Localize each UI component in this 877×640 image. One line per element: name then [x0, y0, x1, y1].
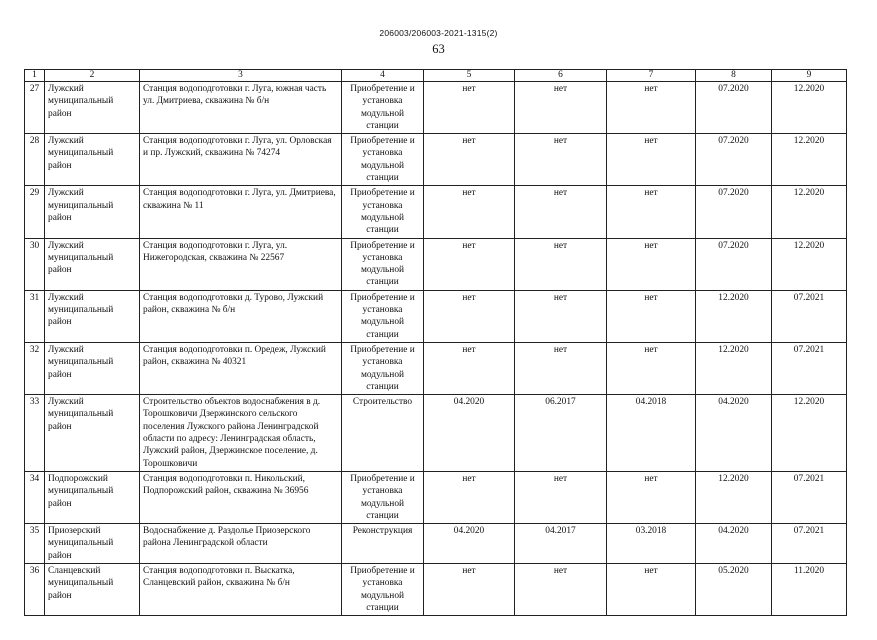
column-5-cell: нет: [424, 134, 515, 186]
row-number: 32: [25, 342, 45, 394]
column-6-cell: нет: [515, 186, 607, 238]
column-header-9: 9: [772, 70, 847, 82]
column-9-cell: 11.2020: [772, 563, 847, 615]
column-header-7: 7: [607, 70, 696, 82]
column-header-3: 3: [140, 70, 342, 82]
column-8-cell: 04.2020: [696, 524, 772, 564]
district-cell: Лужский муниципальный район: [45, 186, 140, 238]
column-7-cell: нет: [607, 471, 696, 523]
column-header-4: 4: [342, 70, 424, 82]
table-row: [25, 134, 847, 186]
column-8-cell: 05.2020: [696, 563, 772, 615]
column-8-cell: 07.2020: [696, 238, 772, 290]
column-5-cell: 04.2020: [424, 524, 515, 564]
column-7-cell: 04.2018: [607, 395, 696, 472]
object-cell: Строительство объектов водоснабжения в д. Торошковичи Дзержинского сельского поселения Лужского района Ленинградской области по адресу: Ленинградская область, Лужский район, Дзержинское поселение, д. Торошковичи: [140, 395, 342, 472]
column-9-cell: 07.2021: [772, 290, 847, 342]
column-9-cell: 07.2021: [772, 342, 847, 394]
table-header-row: [25, 70, 847, 82]
district-cell: Лужский муниципальный район: [45, 134, 140, 186]
column-7-cell: нет: [607, 82, 696, 134]
column-7-cell: нет: [607, 290, 696, 342]
column-9-cell: 07.2021: [772, 471, 847, 523]
row-number: 31: [25, 290, 45, 342]
column-6-cell: нет: [515, 82, 607, 134]
column-9-cell: 12.2020: [772, 82, 847, 134]
row-number: 29: [25, 186, 45, 238]
action-cell: Приобретение и установка модульной станции: [342, 471, 424, 523]
column-header-8: 8: [696, 70, 772, 82]
row-number: 28: [25, 134, 45, 186]
object-cell: Станция водоподготовки г. Луга, южная часть ул. Дмитриева, скважина № б/н: [140, 82, 342, 134]
column-8-cell: 12.2020: [696, 342, 772, 394]
column-6-cell: нет: [515, 563, 607, 615]
page-number: 63: [432, 42, 445, 56]
column-header-5: 5: [424, 70, 515, 82]
column-8-cell: 07.2020: [696, 134, 772, 186]
action-cell: Приобретение и установка модульной станции: [342, 238, 424, 290]
action-cell: Приобретение и установка модульной станции: [342, 134, 424, 186]
action-cell: Приобретение и установка модульной станции: [342, 342, 424, 394]
column-5-cell: нет: [424, 238, 515, 290]
column-9-cell: 12.2020: [772, 134, 847, 186]
column-8-cell: 07.2020: [696, 82, 772, 134]
row-number: 33: [25, 395, 45, 472]
column-8-cell: 04.2020: [696, 395, 772, 472]
column-6-cell: нет: [515, 342, 607, 394]
column-8-cell: 07.2020: [696, 186, 772, 238]
column-5-cell: нет: [424, 471, 515, 523]
row-number: 30: [25, 238, 45, 290]
column-7-cell: нет: [607, 186, 696, 238]
column-7-cell: нет: [607, 134, 696, 186]
district-cell: Приозерский муниципальный район: [45, 524, 140, 564]
action-cell: Приобретение и установка модульной станции: [342, 82, 424, 134]
object-cell: Станция водоподготовки п. Выскатка, Сланцевский район, скважина № б/н: [140, 563, 342, 615]
column-5-cell: нет: [424, 342, 515, 394]
column-6-cell: нет: [515, 134, 607, 186]
column-8-cell: 12.2020: [696, 290, 772, 342]
projects-table: [24, 69, 847, 616]
table-body: [25, 82, 847, 616]
table-row: [25, 82, 847, 134]
district-cell: Лужский муниципальный район: [45, 238, 140, 290]
district-cell: Лужский муниципальный район: [45, 82, 140, 134]
column-6-cell: нет: [515, 471, 607, 523]
column-9-cell: 12.2020: [772, 186, 847, 238]
column-7-cell: нет: [607, 342, 696, 394]
table-row: [25, 395, 847, 472]
column-6-cell: 04.2017: [515, 524, 607, 564]
action-cell: Строительство: [342, 395, 424, 472]
column-5-cell: 04.2020: [424, 395, 515, 472]
row-number: 35: [25, 524, 45, 564]
table-row: [25, 342, 847, 394]
row-number: 36: [25, 563, 45, 615]
district-cell: Лужский муниципальный район: [45, 342, 140, 394]
column-6-cell: нет: [515, 290, 607, 342]
row-number: 34: [25, 471, 45, 523]
object-cell: Водоснабжение д. Раздолье Приозерского района Ленинградской области: [140, 524, 342, 564]
column-8-cell: 12.2020: [696, 471, 772, 523]
column-header-6: 6: [515, 70, 607, 82]
column-6-cell: 06.2017: [515, 395, 607, 472]
object-cell: Станция водоподготовки г. Луга, ул. Орловская и пр. Лужский, скважина № 74274: [140, 134, 342, 186]
row-number: 27: [25, 82, 45, 134]
table-row: [25, 471, 847, 523]
table-row: [25, 290, 847, 342]
column-9-cell: 12.2020: [772, 395, 847, 472]
column-9-cell: 12.2020: [772, 238, 847, 290]
district-cell: Сланцевский муниципальный район: [45, 563, 140, 615]
district-cell: Лужский муниципальный район: [45, 395, 140, 472]
action-cell: Реконструкция: [342, 524, 424, 564]
action-cell: Приобретение и установка модульной станции: [342, 186, 424, 238]
column-5-cell: нет: [424, 563, 515, 615]
column-header-2: 2: [45, 70, 140, 82]
table-row: [25, 563, 847, 615]
column-6-cell: нет: [515, 238, 607, 290]
column-header-1: 1: [25, 70, 45, 82]
object-cell: Станция водоподготовки п. Оредеж, Лужский район, скважина № 40321: [140, 342, 342, 394]
action-cell: Приобретение и установка модульной станции: [342, 563, 424, 615]
column-5-cell: нет: [424, 82, 515, 134]
column-9-cell: 07.2021: [772, 524, 847, 564]
table-row: [25, 524, 847, 564]
object-cell: Станция водоподготовки д. Турово, Лужский район, скважина № б/н: [140, 290, 342, 342]
object-cell: Станция водоподготовки г. Луга, ул. Нижегородская, скважина № 22567: [140, 238, 342, 290]
column-7-cell: нет: [607, 238, 696, 290]
column-5-cell: нет: [424, 290, 515, 342]
object-cell: Станция водоподготовки п. Никольский, Подпорожский район, скважина № 36956: [140, 471, 342, 523]
object-cell: Станция водоподготовки г. Луга, ул. Дмитриева, скважина № 11: [140, 186, 342, 238]
action-cell: Приобретение и установка модульной станции: [342, 290, 424, 342]
column-7-cell: 03.2018: [607, 524, 696, 564]
document-id: 206003/206003-2021-1315(2): [379, 28, 498, 38]
column-7-cell: нет: [607, 563, 696, 615]
table-row: [25, 238, 847, 290]
district-cell: Подпорожский муниципальный район: [45, 471, 140, 523]
table-row: [25, 186, 847, 238]
column-5-cell: нет: [424, 186, 515, 238]
district-cell: Лужский муниципальный район: [45, 290, 140, 342]
